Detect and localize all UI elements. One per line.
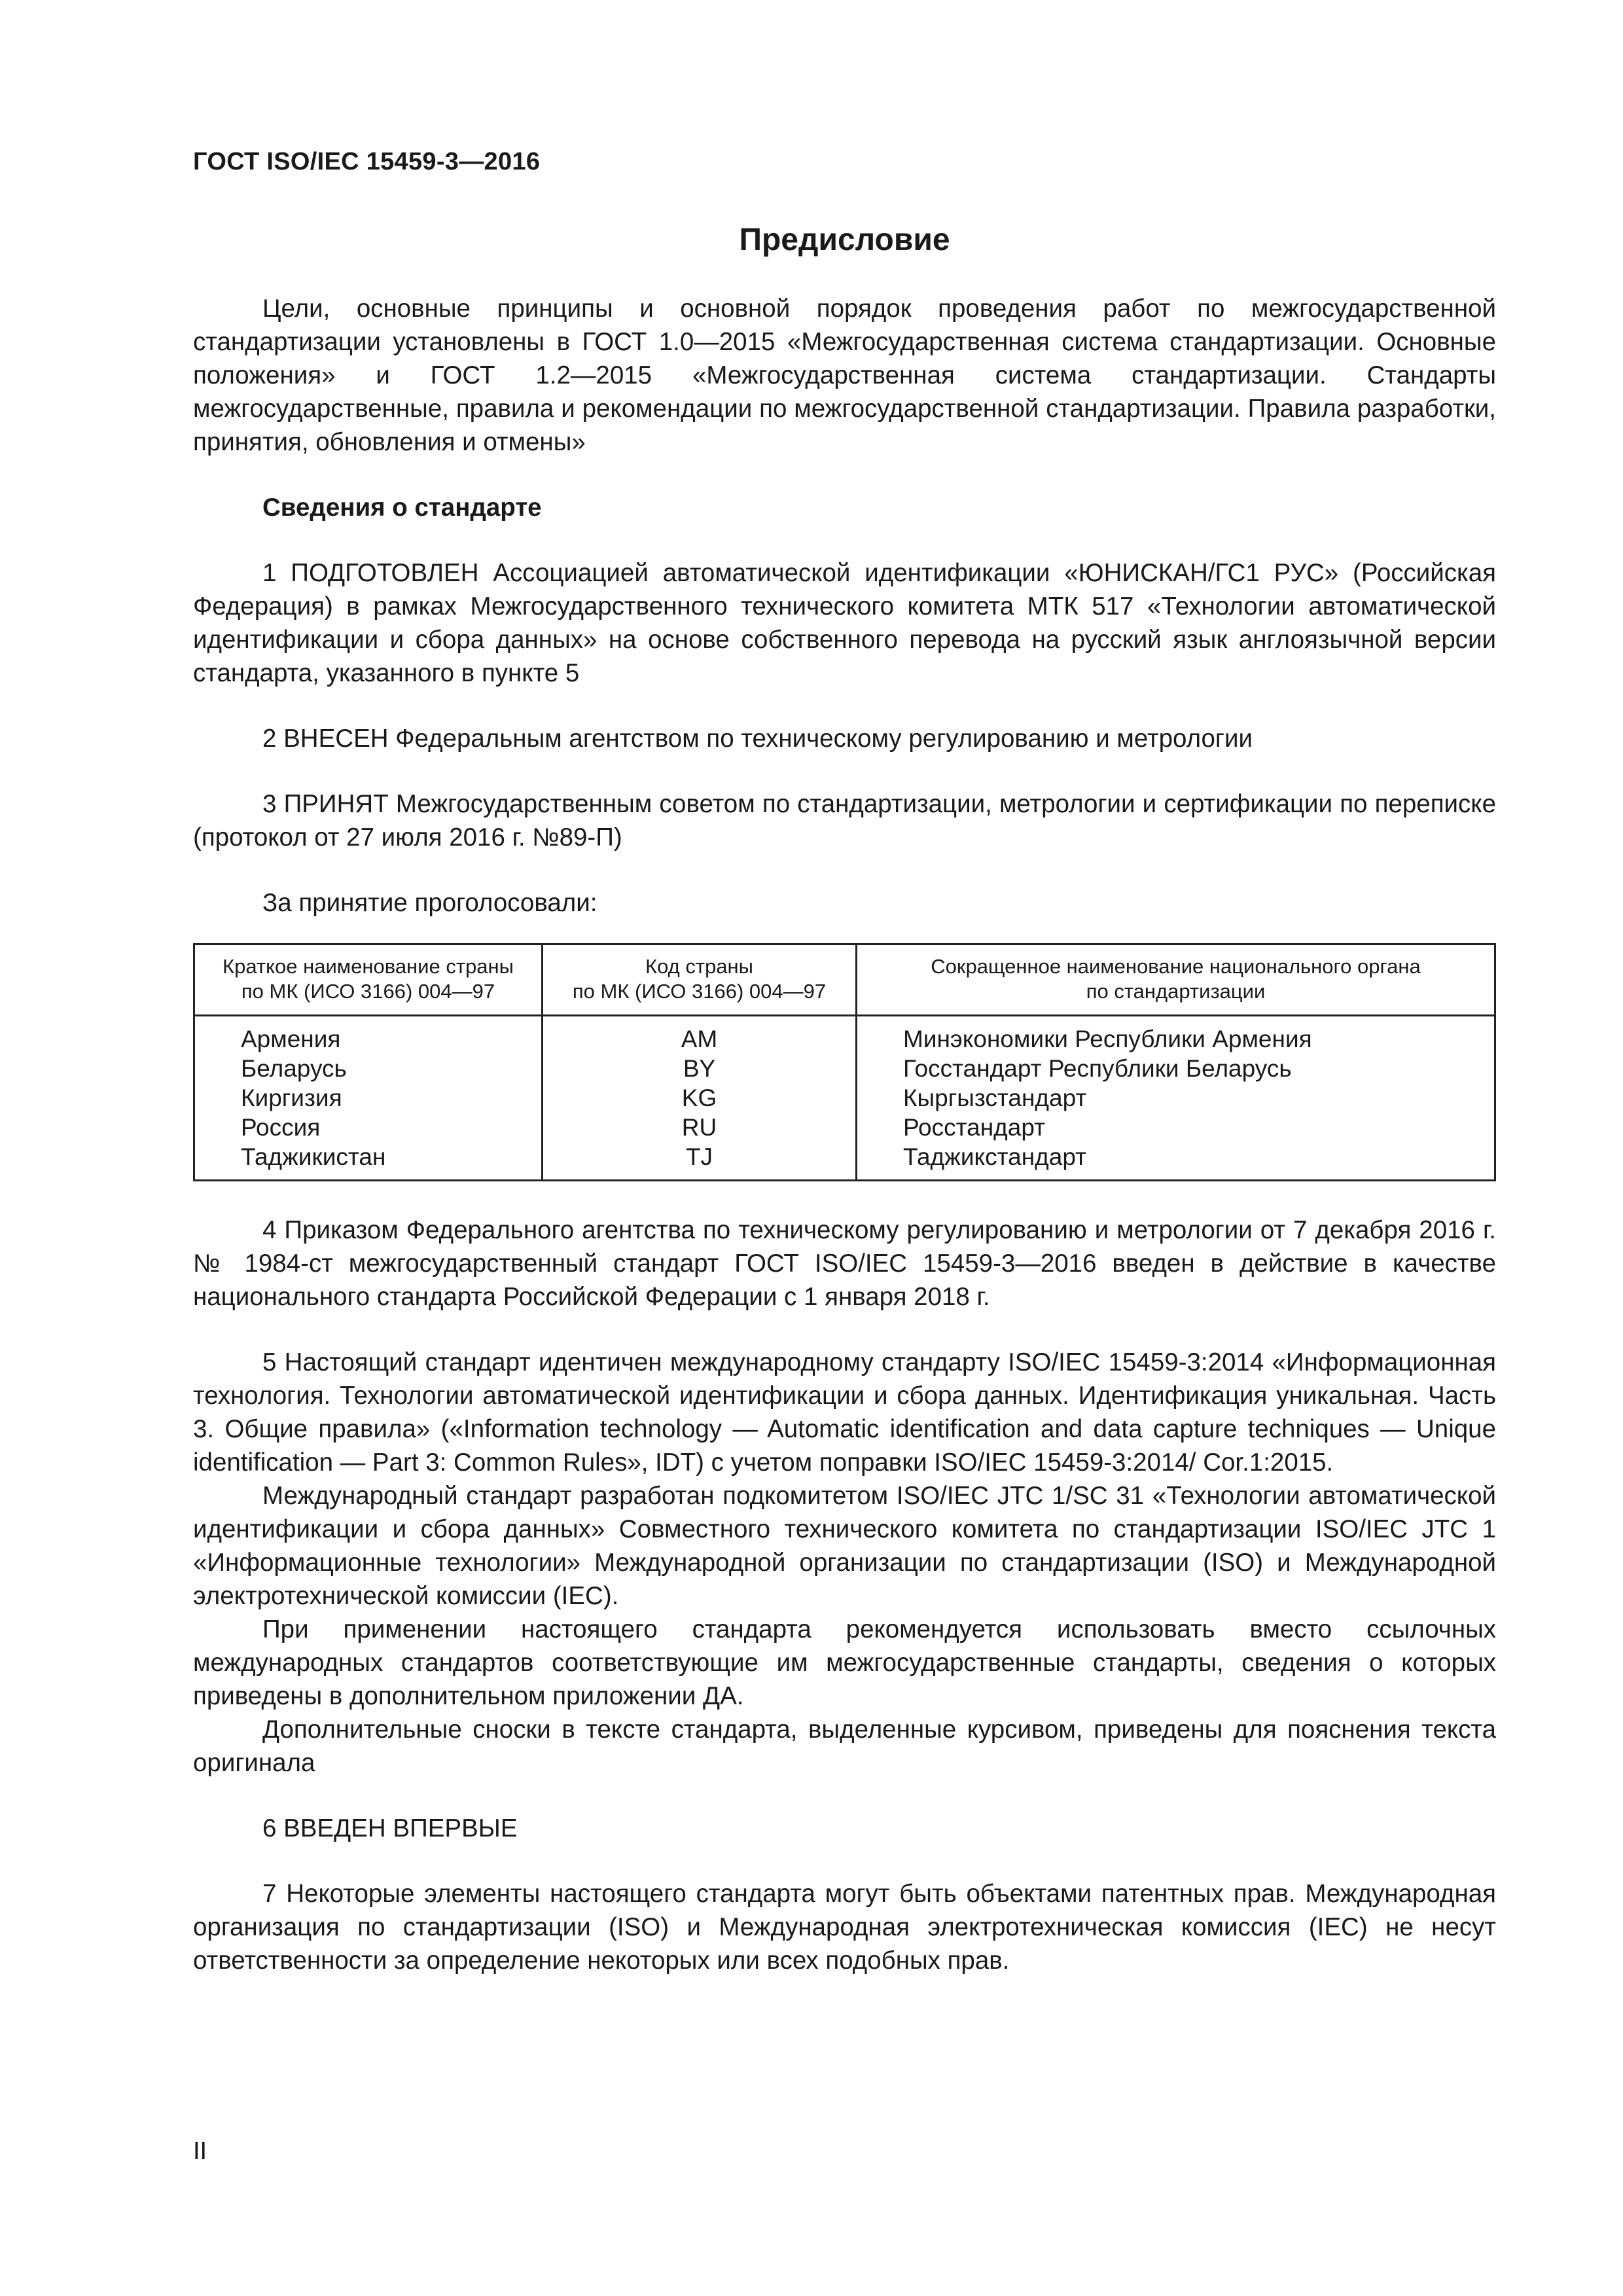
page-title: Предисловие	[739, 223, 950, 257]
table-row	[194, 1142, 1495, 1181]
header-code-line2: по МК (ИСО 3166) 004—97	[572, 980, 827, 1003]
header-country-line1: Краткое наименование страны	[223, 955, 514, 978]
item-6-paragraph: 6 ВВЕДЕН ВПЕРВЫЕ	[262, 1814, 518, 1842]
item-5-subparagraph-sc31: Международный стандарт разработан подкомитетом ISO/IEC JTC 1/SC 31 «Технологии автоматической идентификации и сбора данных» Совместного технического комитета по стандартизации ISO/IEC JTC 1 «Информационные технологии» Международной организации по стандартизации (ISO) и Международной электротехнической комиссии (IEC).	[193, 1482, 1496, 1610]
header-country-line2: по МК (ИСО 3166) 004—97	[241, 980, 495, 1003]
country-cell: Россия	[241, 1114, 321, 1141]
item-5-subparagraph-references: При применении настоящего стандарта рекомендуется использовать вместо ссылочных международных стандартов соответствующие им межгосударственные стандарты, сведения о которых приведены в дополнительном приложении ДА.	[193, 1615, 1496, 1710]
code-cell: KG	[543, 1083, 857, 1113]
table-header-code	[543, 944, 857, 1016]
item-7-paragraph: 7 Некоторые элементы настоящего стандарта могут быть объектами патентных прав. Международная организация по стандартизации (ISO) и Международная электротехническая комиссия (IEC) не несут ответственности за определение некоторых или всех подобных прав.	[193, 1880, 1496, 1975]
org-cell: Минэкономики Республики Армения	[857, 1016, 1495, 1054]
country-cell: Киргизия	[241, 1085, 342, 1111]
item-5-paragraph: 5 Настоящий стандарт идентичен международному стандарту ISO/IEC 15459-3:2014 «Информационная технология. Технологии автоматической идентификации и сбора данных. Идентификация уникальная. Часть 3. Общие правила» («Information technology — Automatic identification and data capture techniques — Unique identification — Part 3: Common Rules», IDT) с учетом поправки ISO/IEC 15459-3:2014/ Cor.1:2015.	[193, 1348, 1496, 1477]
voting-table	[193, 943, 1496, 1181]
code-cell: BY	[543, 1054, 857, 1083]
item-2-paragraph: 2 ВНЕСЕН Федеральным агентством по техническому регулированию и метрологии	[262, 725, 1253, 753]
voted-label: За принятие проголосовали:	[262, 889, 597, 917]
item-1-paragraph: 1 ПОДГОТОВЛЕН Ассоциацией автоматической идентификации «ЮНИСКАН/ГС1 РУС» (Российская Федерация) в рамках Межгосударственного технического комитета МТК 517 «Технологии автоматической идентификации и сбора данных» на основе собственного перевода на русский язык англоязычной версии стандарта, указанного в пункте 5	[193, 559, 1496, 687]
item-3-paragraph: 3 ПРИНЯТ Межгосударственным советом по стандартизации, метрологии и сертификации по переписке (протокол от 27 июля 2016 г. №89-П)	[193, 790, 1496, 852]
table-header-row	[194, 944, 1495, 1016]
header-org-line1: Сокращенное наименование национального органа	[931, 955, 1421, 978]
org-cell: Росстандарт	[857, 1113, 1495, 1142]
table-header-org	[857, 944, 1495, 1016]
code-cell: RU	[543, 1113, 857, 1142]
header-org-line2: по стандартизации	[1086, 980, 1266, 1003]
org-cell: Кыргызстандарт	[857, 1083, 1495, 1113]
header-code-line1: Код страны	[645, 955, 753, 978]
table-row	[194, 1083, 1495, 1113]
page-number: II	[193, 2138, 207, 2165]
document-body	[193, 292, 1496, 1977]
country-cell: Армения	[241, 1026, 341, 1052]
table-row	[194, 1016, 1495, 1054]
country-cell: Таджикистан	[241, 1143, 386, 1170]
org-cell: Таджикстандарт	[857, 1142, 1495, 1181]
table-row	[194, 1113, 1495, 1142]
document-id-header: ГОСТ ISO/IEC 15459-3—2016	[193, 148, 541, 175]
section-heading: Сведения о стандарте	[262, 493, 542, 522]
code-cell: TJ	[543, 1142, 857, 1181]
item-5-subparagraph-footnotes: Дополнительные сноски в тексте стандарта, выделенные курсивом, приведены для пояснения текста оригинала	[193, 1715, 1496, 1777]
intro-paragraph: Цели, основные принципы и основной порядок проведения работ по межгосударственной стандартизации установлены в ГОСТ 1.0—2015 «Межгосударственная система стандартизации. Основные положения» и ГОСТ 1.2—2015 «Межгосударственная система стандартизации. Стандарты межгосударственные, правила и рекомендации по межгосударственной стандартизации. Правила разработки, принятия, обновления и отмены»	[193, 295, 1496, 456]
country-cell: Беларусь	[241, 1055, 347, 1082]
item-4-paragraph: 4 Приказом Федерального агентства по техническому регулированию и метрологии от 7 декабря 2016 г. № 1984-ст межгосударственный стандарт ГОСТ ISO/IEC 15459-3—2016 введен в действие в качестве национального стандарта Российской Федерации с 1 января 2018 г.	[193, 1216, 1496, 1311]
table-header-country	[194, 944, 543, 1016]
org-cell: Госстандарт Республики Беларусь	[857, 1054, 1495, 1083]
table-row	[194, 1054, 1495, 1083]
code-cell: AM	[543, 1016, 857, 1054]
